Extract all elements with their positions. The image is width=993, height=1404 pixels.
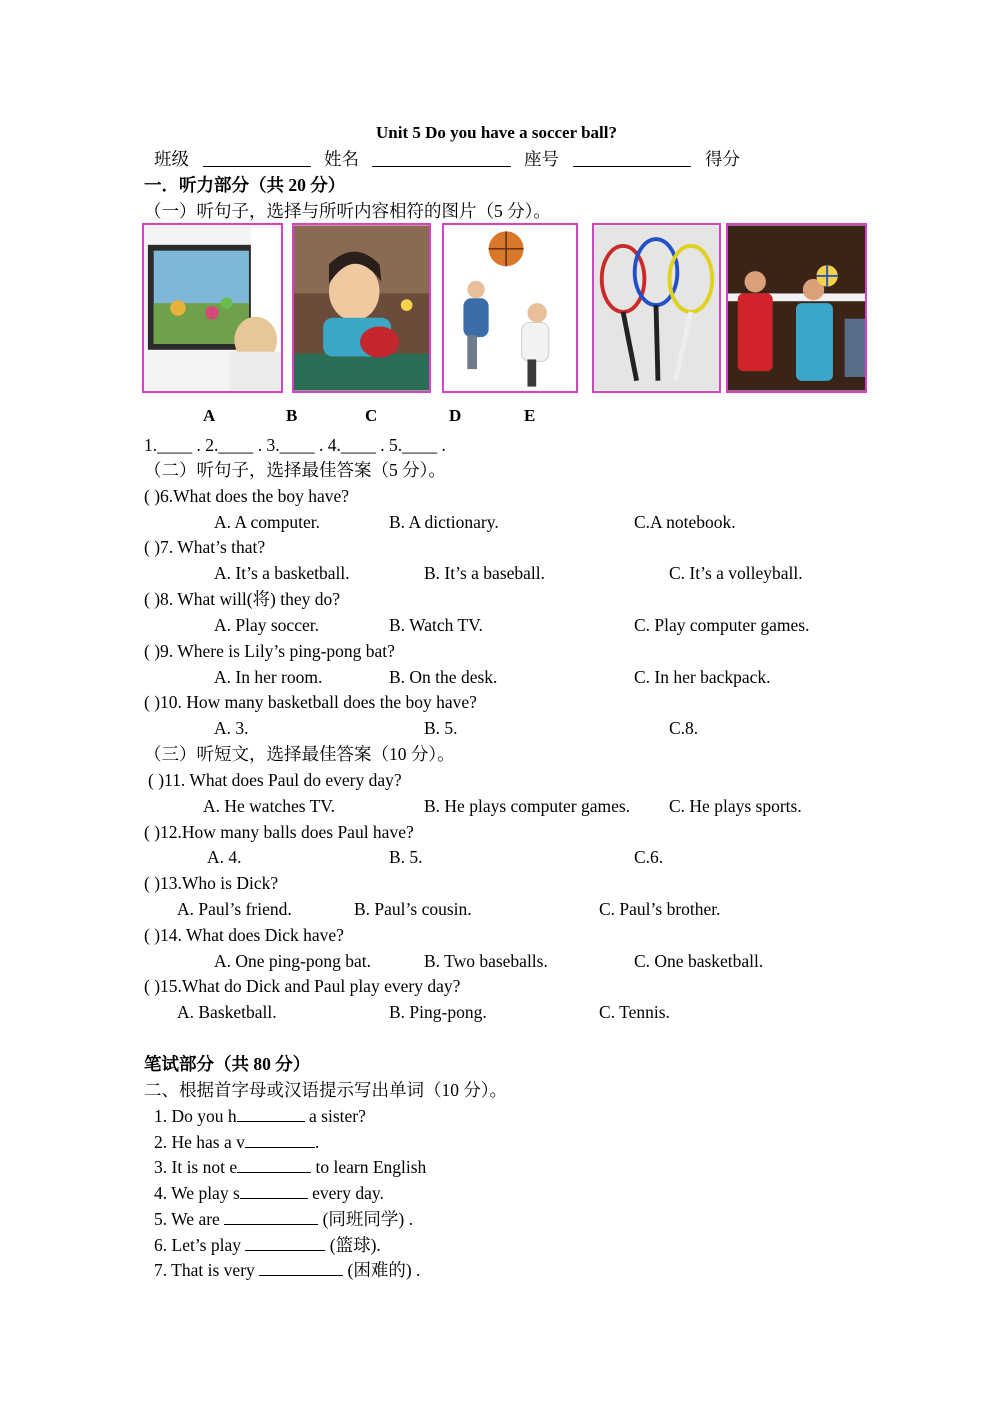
q12-option-c: C.6. [634,847,664,867]
q12-option-a: A. 4. [207,847,242,867]
q7-option-a: A. It’s a basketball. [214,563,350,583]
fill-item-2: 2. He has a v . [154,1132,320,1152]
blank-2[interactable] [245,1131,315,1148]
q10-option-c: C.8. [669,718,699,738]
q13-option-a: A. Paul’s friend. [177,899,292,919]
fill-item-7: 7. That is very (困难的) . [154,1260,421,1280]
question-10[interactable]: ( )10. How many basketball does the boy have? [144,692,477,712]
class-label: 班级 [154,149,189,169]
letter-e: E [524,406,536,425]
fill-item-1: 1. Do you h a sister? [154,1106,366,1126]
fill-item-3: 3. It is not e to learn English [154,1157,427,1177]
blank-6[interactable] [245,1234,325,1251]
q7-option-c: C. It’s a volleyball. [669,563,803,583]
q7-option-b: B. It’s a baseball. [424,563,546,583]
q11-option-c: C. He plays sports. [669,796,802,816]
q14-option-c: C. One basketball. [634,951,764,971]
letter-d: D [449,406,462,425]
q11-option-a: A. He watches TV. [203,796,336,816]
seat-field[interactable] [573,150,691,167]
section2-heading: 二、根据首字母或汉语提示写出单词（10 分）。 [144,1080,508,1100]
picture-e-volleyball [726,223,867,393]
picture-b-pingpong [292,223,431,393]
q15-option-c: C. Tennis. [599,1002,670,1022]
name-label: 姓名 [324,149,359,169]
part2-heading: （二）听句子，选择最佳答案（5 分）。 [144,460,446,480]
q9-option-a: A. In her room. [214,667,323,687]
picture-d-tennis [592,223,721,393]
question-13[interactable]: ( )13.Who is Dick? [144,873,279,893]
written-heading: 笔试部分（共 80 分） [144,1054,311,1074]
q10-option-b: B. 5. [424,718,458,738]
tennis-rackets-icon [594,225,719,391]
page-title: Unit 5 Do you have a soccer ball? [376,123,617,142]
q14-option-a: A. One ping-pong bat. [214,951,371,971]
q8-option-a: A. Play soccer. [214,615,319,635]
q13-option-b: B. Paul’s cousin. [354,899,472,919]
blank-3[interactable] [237,1156,311,1173]
ping-pong-icon [294,225,429,391]
question-14[interactable]: ( )14. What does Dick have? [144,925,344,945]
q9-option-b: B. On the desk. [389,667,498,687]
tv-watching-icon [144,225,281,391]
q12-option-b: B. 5. [389,847,423,867]
basketball-icon [444,225,576,391]
letter-c: C [365,406,378,425]
q10-option-a: A. 3. [214,718,249,738]
q8-option-b: B. Watch TV. [389,615,483,635]
letter-b: B [286,406,298,425]
question-6[interactable]: ( )6.What does the boy have? [144,486,350,506]
q8-option-c: C. Play computer games. [634,615,810,635]
name-field[interactable] [372,150,511,167]
blank-7[interactable] [259,1259,343,1276]
question-12[interactable]: ( )12.How many balls does Paul have? [144,822,414,842]
blank-4[interactable] [240,1182,308,1199]
blank-1[interactable] [237,1105,305,1122]
class-field[interactable] [203,150,311,167]
letter-a: A [203,406,216,425]
q9-option-c: C. In her backpack. [634,667,771,687]
q6-option-a: A. A computer. [214,512,320,532]
score-label: 得分 [705,149,740,169]
fill-item-4: 4. We play s every day. [154,1183,384,1203]
q15-option-b: B. Ping-pong. [389,1002,487,1022]
q6-option-b: B. A dictionary. [389,512,499,532]
part1-heading: （一）听句子，选择与所听内容相符的图片（5 分）。 [144,201,551,221]
fill-item-6: 6. Let’s play (篮球). [154,1235,381,1255]
question-7[interactable]: ( )7. What’s that? [144,537,266,557]
question-11[interactable]: ( )11. What does Paul do every day? [148,770,402,790]
question-15[interactable]: ( )15.What do Dick and Paul play every day? [144,976,461,996]
q11-option-b: B. He plays computer games. [424,796,631,816]
blank-5[interactable] [224,1208,318,1225]
question-9[interactable]: ( )9. Where is Lily’s ping-pong bat? [144,641,395,661]
picture-a-tv [142,223,283,393]
fill-item-5: 5. We are (同班同学) . [154,1209,413,1229]
q6-option-c: C.A notebook. [634,512,736,532]
question-8[interactable]: ( )8. What will(将) they do? [144,589,341,609]
answer-line[interactable]: 1.____ . 2.____ . 3.____ . 4.____ . 5.____ . [144,435,446,455]
q15-option-a: A. Basketball. [177,1002,277,1022]
seat-label: 座号 [524,149,559,169]
volleyball-icon [728,225,865,391]
part3-heading: （三）听短文，选择最佳答案（10 分）。 [144,744,455,764]
q14-option-b: B. Two baseballs. [424,951,548,971]
q13-option-c: C. Paul’s brother. [599,899,721,919]
picture-c-basketball [442,223,578,393]
listening-heading: 一．听力部分（共 20 分） [144,175,346,195]
